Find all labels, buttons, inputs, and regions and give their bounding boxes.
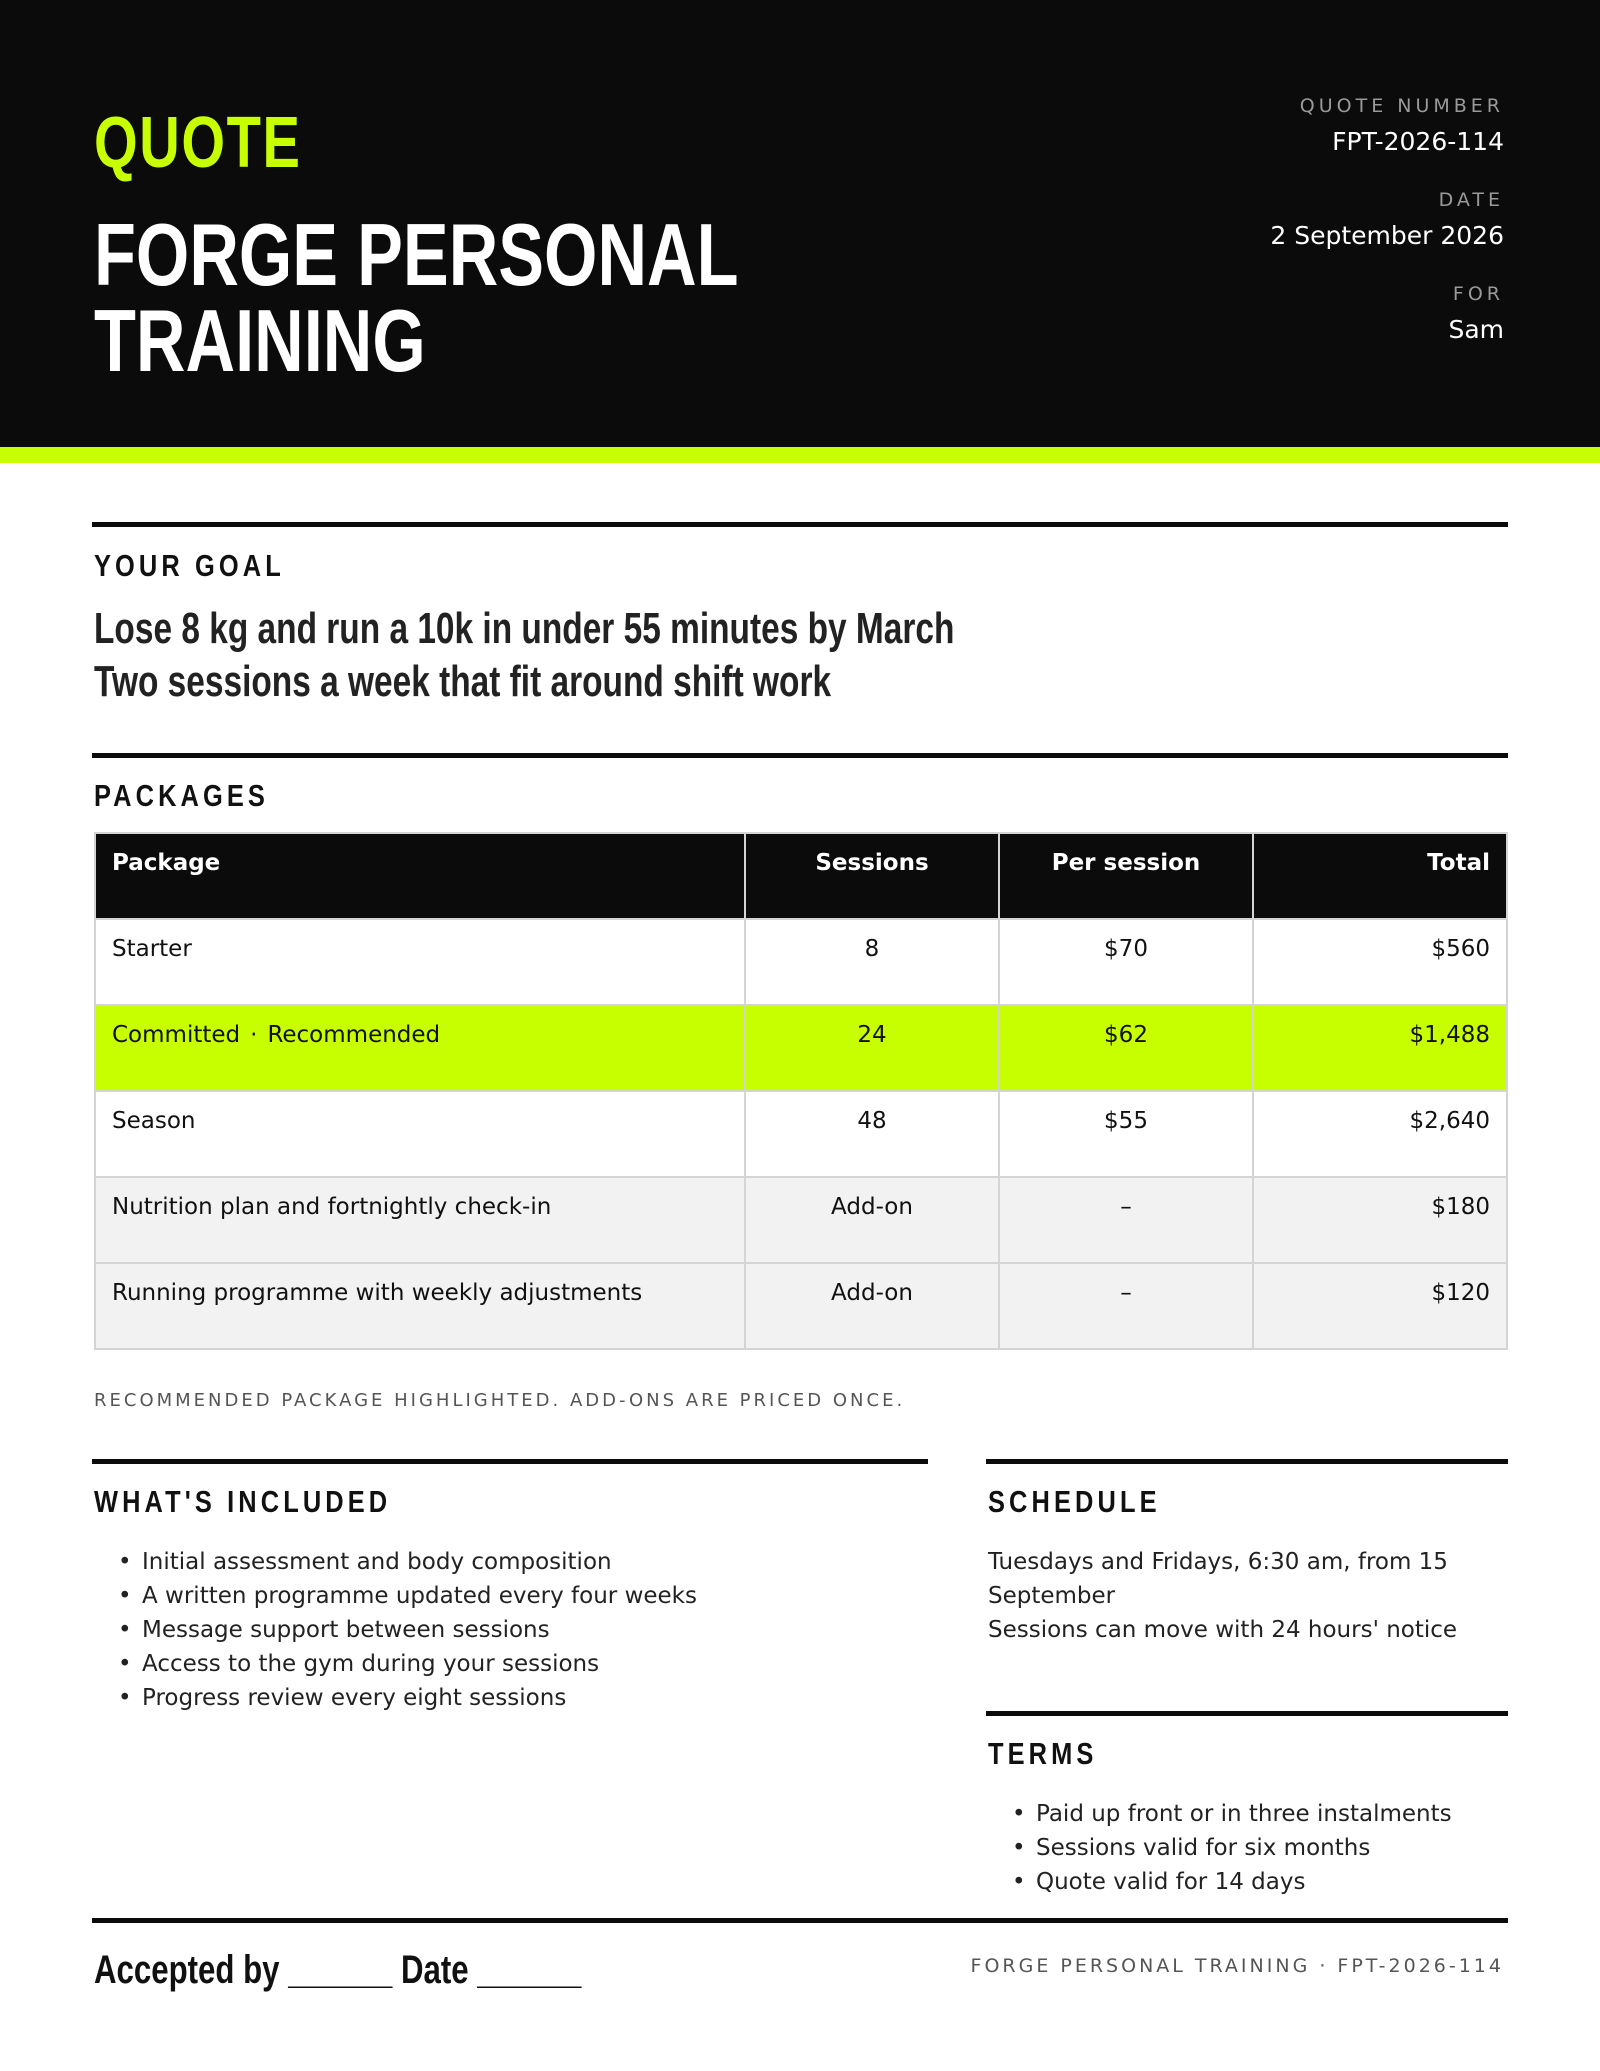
package-name: Committed <box>112 1022 241 1048</box>
schedule-section-title: SCHEDULE <box>988 1484 1161 1519</box>
document-label: QUOTE <box>94 103 302 183</box>
package-total: $120 <box>1253 1263 1507 1349</box>
quote-number-block <box>1300 95 1504 156</box>
package-name: Nutrition plan and fortnightly check-in <box>95 1177 745 1263</box>
company-name-line2: TRAINING <box>94 291 426 390</box>
table-row <box>95 1091 1507 1177</box>
schedule-text <box>988 1545 1488 1647</box>
table-row-addon <box>95 1177 1507 1263</box>
footer-divider <box>92 1918 1508 1923</box>
package-per-session: $62 <box>999 1005 1253 1091</box>
list-item: • Message support between sessions <box>118 1613 697 1647</box>
column-header-package: Package <box>95 833 745 919</box>
section-divider <box>92 1459 928 1464</box>
package-name: Running programme with weekly adjustments <box>95 1263 745 1349</box>
date-label: DATE <box>1438 189 1504 211</box>
schedule-line-1: Tuesdays and Fridays, 6:30 am, from 15 <box>988 1549 1448 1575</box>
table-header-row <box>95 833 1507 919</box>
list-item: • Initial assessment and body composition <box>118 1545 697 1579</box>
package-sessions: 48 <box>745 1091 999 1177</box>
list-item: • A written programme updated every four weeks <box>118 1579 697 1613</box>
included-list <box>118 1545 697 1715</box>
section-divider <box>92 522 1508 527</box>
package-sessions: Add-on <box>745 1263 999 1349</box>
column-header-total: Total <box>1253 833 1507 919</box>
column-header-sessions: Sessions <box>745 833 999 919</box>
goal-text <box>94 602 954 708</box>
schedule-line-2: September <box>988 1583 1116 1609</box>
package-name-cell <box>95 1005 745 1091</box>
goal-line-2: Two sessions a week that fit around shift work <box>94 657 832 706</box>
separator-dot: · <box>250 1022 258 1048</box>
package-sessions: Add-on <box>745 1177 999 1263</box>
package-total: $1,488 <box>1253 1005 1507 1091</box>
list-item: • Sessions valid for six months <box>1012 1831 1452 1865</box>
list-item: • Quote valid for 14 days <box>1012 1865 1452 1899</box>
date-value: 2 September 2026 <box>1270 221 1504 250</box>
package-sessions: 24 <box>745 1005 999 1091</box>
column-header-per-session: Per session <box>999 833 1253 919</box>
packages-section-title: PACKAGES <box>94 778 269 813</box>
section-divider <box>92 753 1508 758</box>
package-per-session: – <box>999 1263 1253 1349</box>
list-item: • Paid up front or in three instalments <box>1012 1797 1452 1831</box>
package-total: $2,640 <box>1253 1091 1507 1177</box>
package-sessions: 8 <box>745 919 999 1005</box>
terms-section-title: TERMS <box>988 1736 1098 1771</box>
package-per-session: $55 <box>999 1091 1253 1177</box>
accent-bar <box>0 447 1600 463</box>
table-note: RECOMMENDED PACKAGE HIGHLIGHTED. ADD-ONS ARE PRICED ONCE. <box>94 1390 906 1411</box>
package-name: Starter <box>95 919 745 1005</box>
package-total: $180 <box>1253 1177 1507 1263</box>
date-block <box>1270 189 1504 250</box>
for-block <box>1448 283 1504 344</box>
package-name: Season <box>95 1091 745 1177</box>
header-band <box>0 0 1600 447</box>
recommended-tag: Recommended <box>267 1022 441 1048</box>
package-total: $560 <box>1253 919 1507 1005</box>
goal-line-1: Lose 8 kg and run a 10k in under 55 minutes by March <box>94 604 955 653</box>
table-row-addon <box>95 1263 1507 1349</box>
terms-list <box>1012 1797 1452 1899</box>
goal-section-title: YOUR GOAL <box>94 548 285 583</box>
package-per-session: – <box>999 1177 1253 1263</box>
schedule-line-3: Sessions can move with 24 hours' notice <box>988 1617 1458 1643</box>
company-name-line1: FORGE PERSONAL <box>94 205 739 304</box>
for-value: Sam <box>1448 315 1504 344</box>
company-name <box>94 205 739 390</box>
acceptance-signature-line: Accepted by ______ Date ______ <box>94 1948 582 1992</box>
included-section-title: WHAT'S INCLUDED <box>94 1484 392 1519</box>
quote-number-label: QUOTE NUMBER <box>1299 95 1504 117</box>
for-label: FOR <box>1452 283 1504 305</box>
section-divider <box>986 1711 1508 1716</box>
list-item: • Access to the gym during your sessions <box>118 1647 697 1681</box>
list-item: • Progress review every eight sessions <box>118 1681 697 1715</box>
table-row-recommended <box>95 1005 1507 1091</box>
table-row <box>95 919 1507 1005</box>
package-per-session: $70 <box>999 919 1253 1005</box>
quote-number-value: FPT-2026-114 <box>1332 127 1504 156</box>
section-divider <box>986 1459 1508 1464</box>
packages-table <box>94 832 1508 1350</box>
footer-reference: FORGE PERSONAL TRAINING · FPT-2026-114 <box>970 1955 1504 1977</box>
